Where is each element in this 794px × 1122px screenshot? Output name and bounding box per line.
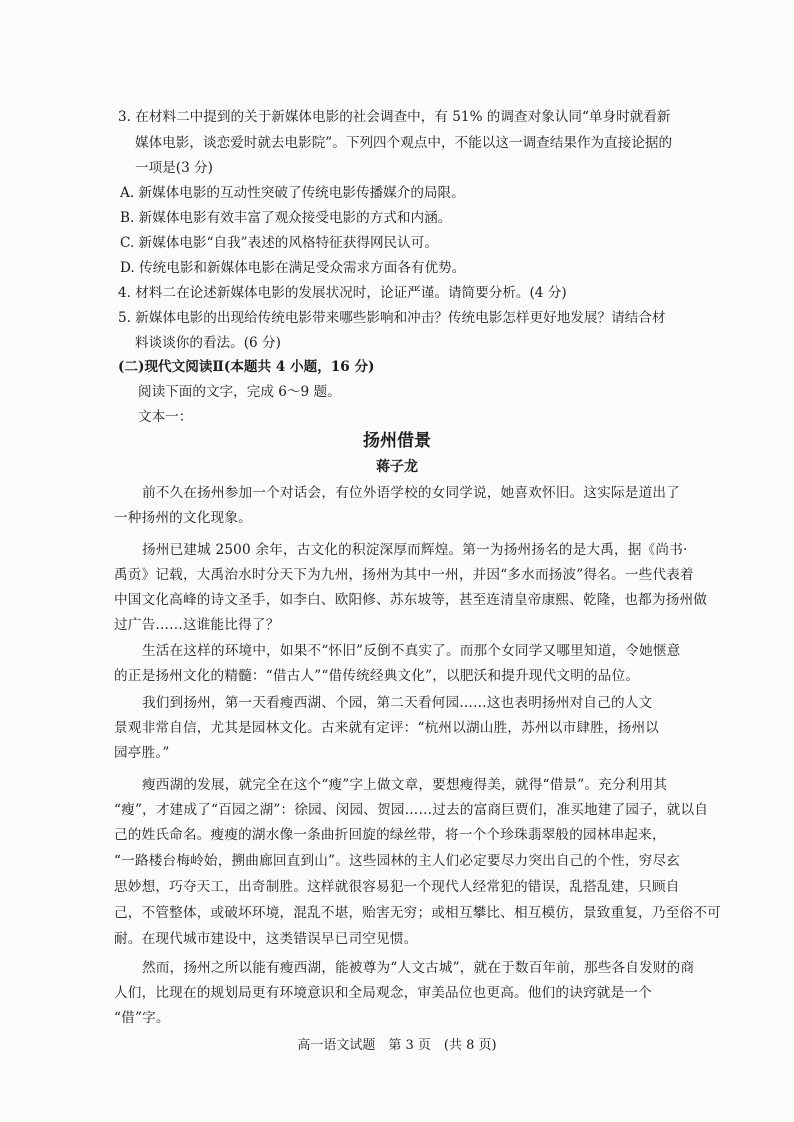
paragraph-5-line: 耐。在现代城市建设中，这类错误早已司空见惯。 [114,931,418,947]
paragraph-5-line: 己，不管整体，或破坏环境，混乱不堪，贻害无穷；或相互攀比、相互模仿，景致重复，乃至俗不可 [114,905,721,921]
paragraph-5-line: “一路楼台梅岭始，搠曲廊回直到山”。这些园林的主人们必定要尽力突出自己的个性，穷尽玄 [114,853,681,869]
question-4: 4. 材料二在论述新媒体电影的发展状况时，论证严谨。请简要分析。(4 分) [118,285,567,301]
paragraph-2-line: 中国文化高峰的诗文圣手，如李白、欧阳修、苏东坡等，甚至连清皇帝康熙、乾隆，也都为扬州做 [114,592,708,608]
paragraph-4-line: 景观非常自信，尤其是园林文化。古来就有定评：“杭州以湖山胜，苏州以市肆胜，扬州以 [114,720,660,736]
paragraph-5-line: “瘦”，才建成了“百园之湖”：徐园、闵园、贺园……过去的富商巨贾们，准买地建了园子，就以自 [114,802,709,818]
question-3-line-3: 一项是(3 分) [135,160,213,176]
question-3-option-c: C. 新媒体电影“自我”表述的风格特征获得网民认可。 [120,235,438,251]
question-3-line-2: 媒体电影，谈恋爱时就去电影院”。下列四个观点中，不能以这一调查结果作为直接论据的 [135,135,673,151]
paragraph-4-line: 我们到扬州，第一天看瘦西湖、个园，第二天看何园……这也表明扬州对自己的人文 [142,695,653,711]
paragraph-1-line: 一种扬州的文化现象。 [114,510,252,526]
paragraph-5-line: 己的姓氏命名。瘦瘦的湖水像一条曲折回旋的绿丝带，将一个个珍珠翡翠般的园林串起来， [114,827,666,843]
text-label: 文本一： [138,409,193,425]
question-3-option-a: A. 新媒体电影的互动性突破了传统电影传播媒介的局限。 [120,185,465,201]
paragraph-4-line: 园亭胜。” [114,745,170,761]
section-heading: (二)现代文阅读Ⅱ(本题共 4 小题，16 分) [118,359,375,375]
question-3-option-d: D. 传统电影和新媒体电影在满足受众需求方面各有优势。 [120,260,466,276]
page-footer: 高一语文试题 第 3 页 (共 8 页) [297,1038,497,1053]
paragraph-6-line: 然而，扬州之所以能有瘦西湖，能被尊为“人文古城”，就在于数百年前，那些各自发财的商 [142,960,695,976]
article-title: 扬州借景 [363,431,431,451]
paragraph-2-line: 扬州已建城 2500 余年，古文化的积淀深厚而辉煌。第一为扬州扬名的是大禹，据《尚书· [142,542,688,558]
paragraph-3-line: 生活在这样的环境中，如果不“怀旧”反倒不真实了。而那个女同学又哪里知道，令她惬意 [142,643,681,659]
question-5-line-1: 5. 新媒体电影的出现给传统电影带来哪些影响和冲击？传统电影怎样更好地发展？请结合材 [118,310,666,326]
paragraph-2-line: 禹贡》记载，大禹治水时分天下为九州，扬州为其中一州，并因“多水而扬波”得名。一些代表着 [114,567,694,583]
paragraph-5-line: 思妙想，巧夺天工，出奇制胜。这样就很容易犯一个现代人经常犯的错误，乱搭乱建，只顾自 [114,879,680,895]
article-author: 蒋子龙 [376,459,418,475]
question-5-line-2: 料谈谈你的看法。(6 分) [135,335,281,351]
paragraph-5-line: 瘦西湖的发展，就完全在这个“瘦”字上做文章，要想瘦得美，就得“借景”。充分利用其 [142,777,668,793]
section-instruction: 阅读下面的文字，完成 6～9 题。 [138,384,341,400]
question-3-line-1: 3. 在材料二中提到的关于新媒体电影的社会调查中，有 51% 的调查对象认同“单身时就看新 [118,109,671,125]
paragraph-1-line: 前不久在扬州参加一个对话会，有位外语学校的女同学说，她喜欢怀旧。这实际是道出了 [142,485,680,501]
paragraph-6-line: “借”字。 [114,1010,170,1026]
question-3-option-b: B. 新媒体电影有效丰富了观众接受电影的方式和内涵。 [120,210,452,226]
paragraph-6-line: 人们，比现在的规划局更有环境意识和全局观念，审美品位也更高。他们的诀窍就是一个 [114,985,652,1001]
paragraph-2-line: 过广告……这谁能比得了？ [114,617,280,633]
paragraph-3-line: 的正是扬州文化的精髓：“借古人”“借传统经典文化”，以肥沃和提升现代文明的品位。 [114,668,640,684]
